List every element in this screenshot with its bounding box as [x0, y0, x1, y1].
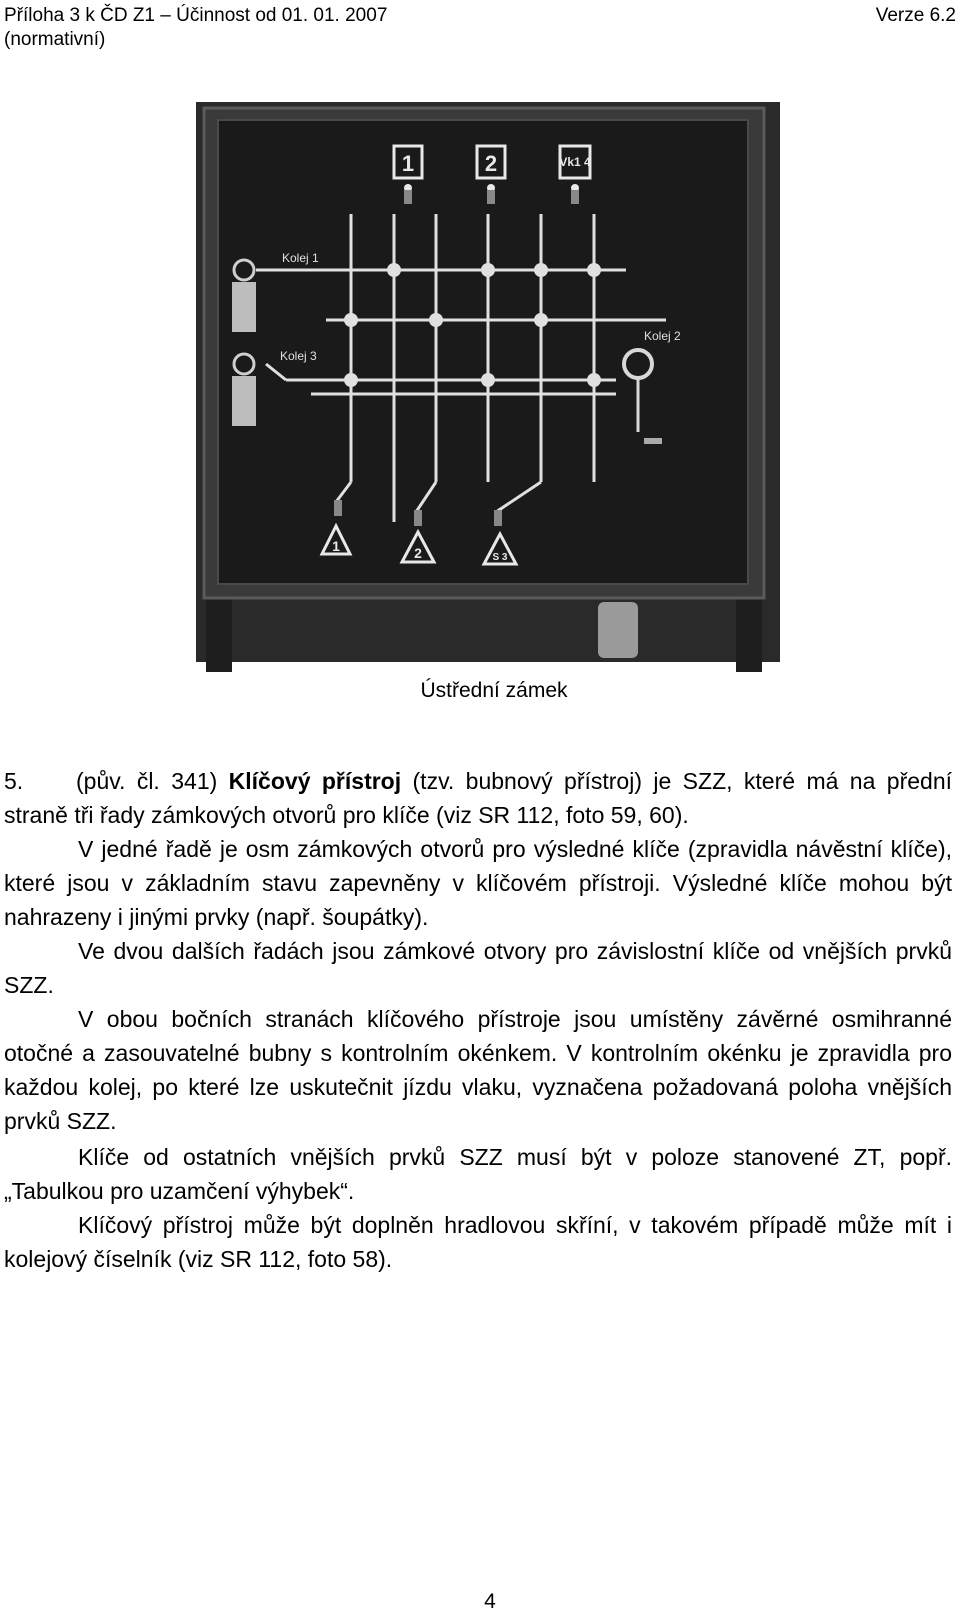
paragraph-text: (tzv. bubnový přístroj) je SZZ, které má na přední straně tři řady zámkových otvorů pro klíče (viz SR 112, foto 59, 60). — [4, 768, 952, 828]
photo-caption: Ústřední zámek — [420, 679, 568, 702]
svg-text:Vk1 4: Vk1 4 — [559, 155, 591, 169]
svg-text:2: 2 — [484, 151, 498, 176]
paragraph-prefix: (pův. čl. 341) — [76, 768, 229, 794]
page-header-left — [4, 4, 387, 52]
section-paragraph-6: Klíčový přístroj může být doplněn hradlovou skříní, v takovém případě může mít i kolejový číselník (viz SR 112, foto 58). — [4, 1212, 952, 1272]
section-paragraph-4: V obou bočních stranách klíčového přístroje jsou umístěny závěrné osmihranné otočné a zasouvatelné bubny s kontrolním okénkem. V kontrolním okénku je zpravidla pro každou kolej, po které lze uskutečnit jízdu vlaku, vyznačena požadovaná poloha vnějších prvků SZZ. — [4, 1006, 952, 1134]
svg-text:1: 1 — [332, 538, 340, 554]
section-number: 5. — [4, 768, 24, 794]
header-subtitle: (normativní) — [4, 29, 106, 50]
central-lock-photo — [196, 102, 780, 674]
header-version: Verze 6.2 — [875, 5, 956, 26]
svg-text:S 3: S 3 — [492, 552, 508, 563]
page-number: 4 — [484, 1590, 496, 1613]
section-paragraph-2: V jedné řadě je osm zámkových otvorů pro výsledné klíče (zpravidla návěstní klíče), které jsou v základním stavu zapevněny v klíčovém přístroji. Výsledné klíče mohou být nahrazeny i jinými prvky (např. šoupátky). — [4, 836, 952, 930]
cylinder — [598, 602, 638, 658]
section-paragraph-3: Ve dvou dalších řadách jsou zámkové otvory pro závislostní klíče od vnějších prvků SZZ. — [4, 938, 952, 998]
svg-text:2: 2 — [414, 545, 422, 561]
header-title: Příloha 3 k ČD Z1 – Účinnost od 01. 01. 2007 — [4, 5, 388, 26]
label-kolej-2: Kolej 2 — [644, 329, 681, 343]
term-bold: Klíčový přístroj — [228, 768, 402, 794]
section-paragraph-1 — [4, 764, 952, 832]
label-kolej-3: Kolej 3 — [280, 349, 317, 363]
section-body — [4, 764, 952, 1276]
section-paragraph-5: Klíče od ostatních vnějších prvků SZZ musí být v poloze stanovené ZT, popř. „Tabulkou pro uzamčení výhybek“. — [4, 1144, 952, 1204]
label-kolej-1: Kolej 1 — [282, 251, 319, 265]
svg-text:1: 1 — [401, 151, 415, 176]
